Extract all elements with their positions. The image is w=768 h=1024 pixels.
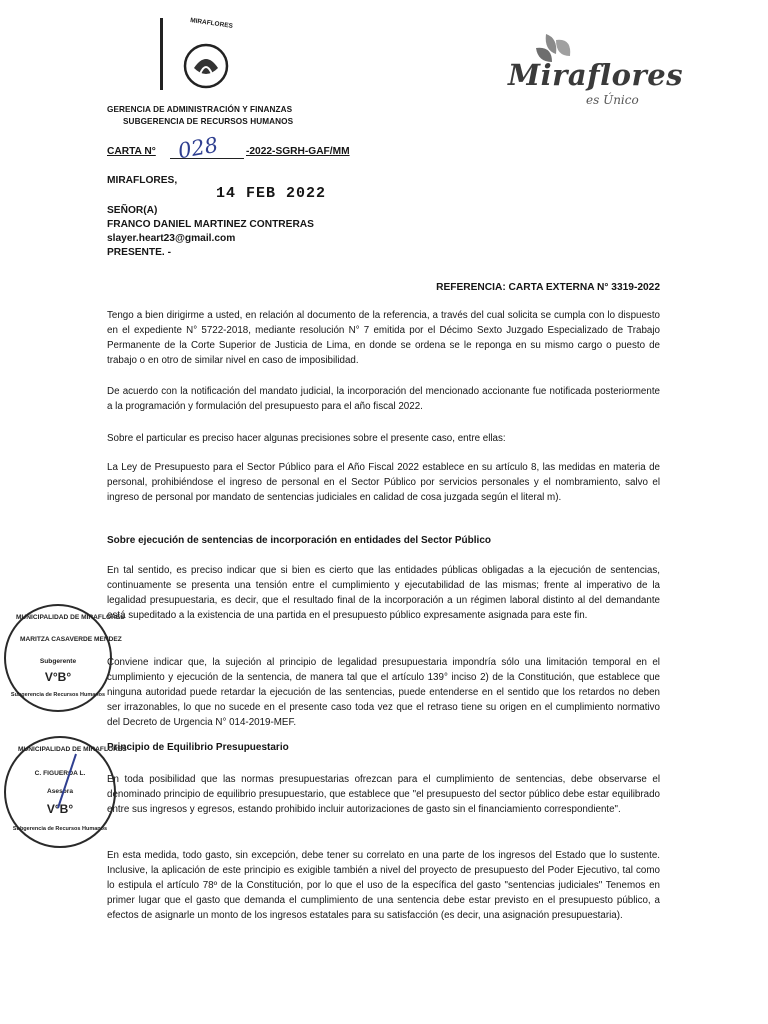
stamp1-ring-bottom: Subgerencia de Recursos Humanos [10, 692, 106, 698]
stamp2-vb: V°B° [46, 802, 74, 816]
stamp2-name: C. FIGUEROA L. [34, 770, 86, 777]
paragraph-2: De acuerdo con la notificación del mandato judicial, la incorporación del mencionado accionante fue notificada posteriormente a la programación y formulación del presupuesto para el año fiscal 2022. [107, 386, 660, 412]
section-heading-equilibrio: Principio de Equilibrio Presupuestario [107, 742, 289, 753]
stamp2-role: Asesora [46, 788, 74, 795]
section-heading-ejecucion: Sobre ejecución de sentencias de incorporación en entidades del Sector Público [107, 535, 491, 546]
paragraph-1: Tengo a bien dirigirme a usted, en relación al documento de la referencia, a través del cual solicita se cumpla con lo dispuesto en el expediente N° 5722-2018, mediante resolución N° 7 emitida por el Décimo Sexto Juzgado Especializado de Trabajo Permanente de la Corte Superior de Justicia de Lima, en donde se ordena se le reponga en su mismo cargo o puesto de trabajo o en otro de similar nivel en caso de imposibilidad. [107, 310, 660, 366]
approval-stamp-subgerente [4, 604, 125, 712]
stamp1-vb: V°B° [44, 670, 72, 684]
recipient-email: slayer.heart23@gmail.com [107, 233, 236, 244]
stamp1-ring-text: MUNICIPALIDAD DE MIRAFLORES [16, 614, 125, 621]
stamp2-signature-stroke [46, 752, 86, 812]
stamp1-role: Subgerente [39, 658, 77, 665]
crest-label: MIRAFLORES [189, 17, 234, 30]
approval-stamp-asesora [4, 736, 127, 848]
department-line-2: SUBGERENCIA DE RECURSOS HUMANOS [123, 117, 294, 126]
stamp2-ring-text: MUNICIPALIDAD DE MIRAFLORES [18, 746, 127, 753]
paragraph-8: En esta medida, todo gasto, sin excepción, debe tener su correlato en una parte de los ingresos del Estado que lo sustente. Inclusive, la aplicación de este principio es exigible también a nivel del proyecto de presupuesto del Poder Ejecutivo, tal como lo estipula el artículo 78º de la Constitución, por lo que el uso de la específica del gasto "sentencias judiciales" Tenemos en primer lugar que el gasto que demanda el cumplimiento de una sentencia debe estar previsto en el presupuesto público, a efectos de asignarle un monto de los ingresos estatales para su satisfacción (es decir, una asignación presupuestaria). [107, 850, 660, 921]
paragraph-7: En toda posibilidad que las normas presupuestarias ofrezcan para el cumplimiento de sentencias, debe observarse el denominado principio de equilibrio presupuestario, que establece que "el presupuesto del sector público debe estar equilibrado entre sus ingresos y egresos, estando prohibido incluir autorizaciones de gasto sin el financiamiento correspondiente". [107, 774, 660, 815]
paragraph-6: Conviene indicar que, la sujeción al principio de legalidad presupuestaria impondría sólo una limitación temporal en el cumplimiento y ejecución de la sentencia, de manera tal que el artículo 139° inciso 2) de la Constitución, que establece que ninguna autoridad puede retardar la ejecución de las sentencias, puede entenderse en el sentido que los retardos no deben ser irrazonables, lo que no sucede en el presente caso toda vez que el retraso tiene su origen en el cumplimiento normativo del Decreto de Urgencia N° 014-2019-MEF. [107, 657, 660, 728]
date-stamp: 14 FEB 2022 [216, 185, 327, 202]
carta-suffix: -2022-SGRH-GAF/MM [246, 146, 350, 157]
recipient-presente: PRESENTE. - [107, 247, 171, 258]
carta-label: CARTA N° [107, 146, 156, 157]
reference: REFERENCIA: CARTA EXTERNA N° 3319-2022 [436, 282, 660, 293]
recipient-salutation: SEÑOR(A) [107, 205, 158, 216]
place: MIRAFLORES, [107, 175, 178, 186]
paragraph-4: La Ley de Presupuesto para el Sector Público para el Año Fiscal 2022 establece en su artículo 8, las medidas en materia de personal, prohibiéndose el ingreso de personal en el Sector Público por servicios personales y el nombramiento, salvo el ingreso de personal por mandato de sentencias judiciales en calidad de cosa juzgada según el literal m). [107, 462, 660, 503]
recipient-name: FRANCO DANIEL MARTINEZ CONTRERAS [107, 219, 314, 230]
department-line-1: GERENCIA DE ADMINISTRACIÓN Y FINANZAS [107, 105, 293, 114]
stamp1-name: MARITZA CASAVERDE MENDEZ [20, 636, 122, 643]
stamp2-ring-bottom: Subgerencia de Recursos Humanos [12, 826, 108, 832]
paragraph-3: Sobre el particular es preciso hacer algunas precisiones sobre el presente caso, entre ellas: [107, 433, 506, 444]
paragraph-5: En tal sentido, es preciso indicar que si bien es cierto que las entidades públicas obligadas a la ejecución de sentencias, continuamente se presenta una tensión entre el cumplimiento y ejecutabilidad de las mismas; frente al imperativo de la legalidad presupuestaria, es decir, que el resultado final de la incorporación a un régimen laboral distinto al del demandante está supeditado a la existencia de una partida en el presupuesto público expresamente asignada para este fin. [107, 565, 660, 621]
logo-tagline: es Único [586, 93, 639, 107]
carta-handwritten-number: 028 [176, 132, 220, 164]
logo-wordmark: Miraflores [508, 58, 684, 92]
